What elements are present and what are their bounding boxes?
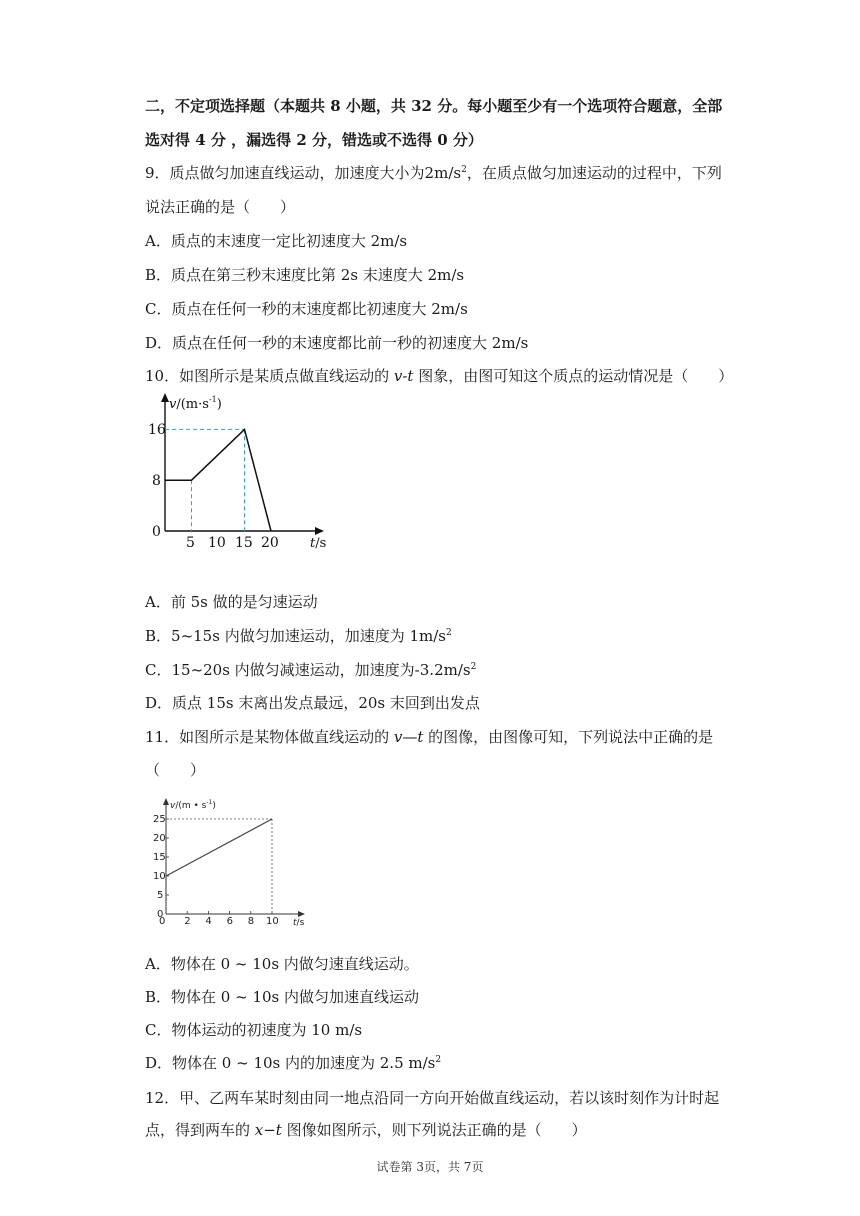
q10-xtick-20: 20 (261, 535, 279, 551)
q11-option-d: D．物体在 0 ~ 10s 内的加速度为 2.5 $m/s^2$ (145, 1054, 442, 1072)
q11-vt-graph (150, 796, 320, 930)
page-footer: 试卷第 3页，共 7页 (376, 1160, 484, 1174)
q10-stem: 10．如图所示是某质点做直线运动的 v-t 图象，由图可知这个质点的运动情况是（ ） (145, 367, 734, 385)
q11-option-c: C．物体运动的初速度为 10 m/s (145, 1021, 363, 1039)
q11-series-line (166, 819, 272, 876)
q10-option-c: C．15~20s 内做匀减速运动，加速度为$-3.2m/s^2$ (145, 661, 477, 679)
q11-ytick-20: 20 (153, 833, 166, 844)
q9-stem-line2: 说法正确的是（ ） (145, 198, 296, 216)
q10-xtick-10: 10 (208, 535, 226, 551)
section-header-line2: 选对得 4 分 ，漏选得 2 分，错选或不选得 0 分） (145, 131, 483, 149)
q11-x-label: t/s (293, 918, 305, 928)
q10-y-label: $v/(m\cdot s^{-1})$ (169, 395, 222, 412)
q11-stem-line2: （ ） (145, 761, 206, 779)
q10-x-arrow (315, 527, 324, 535)
q10-option-d: D．质点 15s 末离出发点最远，20s 末回到出发点 (145, 694, 480, 712)
q11-origin-label: 0 (159, 916, 166, 927)
q10-y-arrow (161, 393, 169, 402)
q9-option-d: D．质点在任何一秒的末速度都比前一秒的初速度大 2m/s (145, 334, 529, 352)
q10-vt-graph (140, 390, 340, 552)
q12-stem-line1: 12．甲、乙两车某时刻由同一地点沿同一方向开始做直线运动，若以该时刻作为计时起 (145, 1089, 720, 1107)
q10-series-line (165, 429, 271, 531)
q11-x-arrow (298, 911, 305, 917)
q10-option-a: A．前 5s 做的是匀速运动 (145, 593, 318, 611)
q9-stem: 9．质点做匀加速直线运动，加速度大小为$2m/s^2$，在质点做匀加速运动的过程中，下列 (145, 164, 722, 182)
q9-option-b: B．质点在第三秒末速度比第 2s 末速度大 2m/s (145, 266, 465, 284)
q11-xtick-10: 10 (266, 916, 279, 927)
q11-xtick-6: 6 (226, 916, 233, 927)
q11-y-arrow (163, 798, 169, 805)
q10-ytick-16: 16 (148, 422, 166, 438)
section-header-line1: 二，不定项选择题（本题共 8 小题，共 32 分。每小题至少有一个选项符合题意，全部 (145, 97, 723, 115)
q10-ytick-8: 8 (152, 473, 161, 489)
q11-option-a: A．物体在 0 ~ 10s 内做匀速直线运动。 (145, 955, 419, 973)
q11-xtick-4: 4 (205, 916, 212, 927)
q11-stem: 11．如图所示是某物体做直线运动的 v—t 的图像，由图像可知，下列说法中正确的是 (145, 728, 714, 746)
q11-ytick-25: 25 (153, 814, 166, 825)
q11-option-b: B．物体在 0 ~ 10s 内做匀加速直线运动 (145, 988, 419, 1006)
q11-xtick-2: 2 (184, 916, 191, 927)
q12-stem-line2: 点，得到两车的 x−t 图像如图所示，则下列说法正确的是（ ） (145, 1121, 587, 1139)
q11-ytick-10: 10 (153, 871, 166, 882)
q9-option-c: C．质点在任何一秒的末速度都比初速度大 2m/s (145, 300, 468, 318)
q10-ytick-0: 0 (152, 524, 161, 540)
q11-ytick-15: 15 (153, 852, 166, 863)
q10-x-label: t/s (310, 536, 327, 551)
q11-y-label: v/(m • $s^{-1}$) (170, 799, 216, 811)
q9-option-a: A．质点的末速度一定比初速度大 2m/s (145, 232, 408, 250)
q10-xtick-5: 5 (186, 535, 195, 551)
q10-xtick-15: 15 (235, 535, 253, 551)
q10-option-b: B．5~15s 内做匀加速运动，加速度为 $1m/s^2$ (145, 627, 452, 645)
q9-unit: 2m/s (424, 164, 462, 182)
q11-ytick-0: 0 (157, 909, 164, 920)
q11-ytick-5: 5 (157, 890, 164, 901)
q11-xtick-8: 8 (247, 916, 255, 927)
